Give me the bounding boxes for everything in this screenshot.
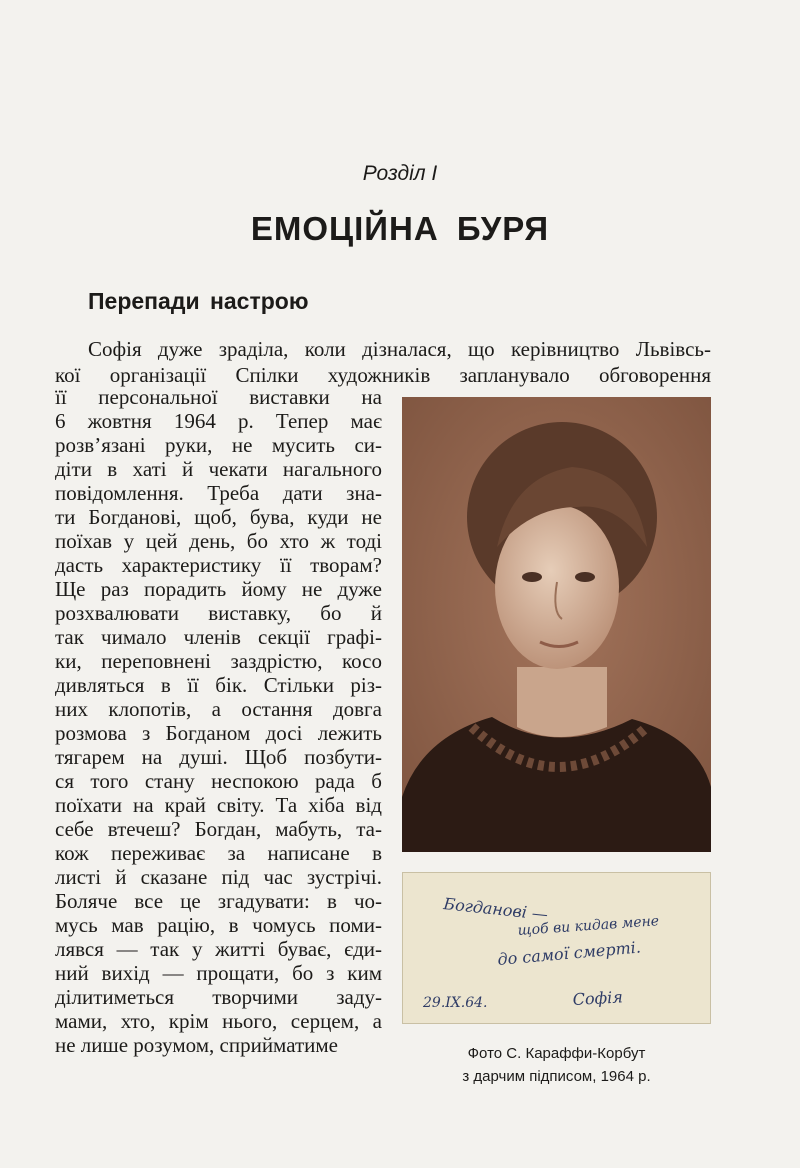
chapter-label: Розділ І [362, 162, 438, 185]
body-line: ділитиметься творчими заду- [55, 985, 382, 1009]
body-line: ний вихід — прощати, бо з ким [55, 961, 382, 985]
body-line: мусь мав рацію, в чомусь поми- [55, 913, 382, 937]
body-line: себе втечеш? Богдан, мабуть, та- [55, 817, 382, 841]
body-line: розв’язані руки, не мусить си- [55, 433, 382, 457]
body-line: розмова з Богданом досі лежить [55, 721, 382, 745]
chapter-title: ЕМОЦІЙНА БУРЯ [250, 210, 550, 247]
portrait-image [402, 397, 711, 852]
body-line: листі й сказане під час зустрічі. [55, 865, 382, 889]
photo-caption-line-1: Фото С. Караффи-Корбут [467, 1045, 646, 1062]
svg-text:Софія: Софія [572, 987, 624, 1009]
svg-text:29.IX.64.: 29.IX.64. [423, 995, 488, 1011]
body-line: мами, хто, крім нього, серцем, а [55, 1009, 382, 1033]
body-line: її персональної виставки на [55, 385, 382, 409]
body-line: ся того стану неспокою рада б [55, 769, 382, 793]
dedication-inscription [402, 872, 711, 1024]
body-line: Ще раз порадить йому не дуже [55, 577, 382, 601]
body-line: тягарем на душі. Щоб позбути- [55, 745, 382, 769]
section-title: Перепади настрою [88, 288, 309, 314]
body-line: лявся — так у житті буває, єди- [55, 937, 382, 961]
body-line: кої організації Спілки художників запланувало обговорення [55, 363, 711, 387]
photo-caption-line-2: з дарчим підписом, 1964 р. [462, 1068, 651, 1085]
svg-text:до самої смерті.: до самої смерті. [496, 937, 642, 969]
body-line: ти Богданові, щоб, бува, куди не [55, 505, 382, 529]
body-line: дасть характеристику її творам? [55, 553, 382, 577]
svg-text:Богданові —: Богданові — [442, 894, 549, 924]
body-line: поїхав у цей день, бо хто ж тоді [55, 529, 382, 553]
body-line: повідомлення. Треба дати зна- [55, 481, 382, 505]
svg-text:щоб ви кидав мене: щоб ви кидав мене [517, 913, 660, 939]
body-line: діти в хаті й чекати нагального [55, 457, 382, 481]
body-line: не лише розумом, сприйматиме [55, 1033, 339, 1057]
body-line: кож переживає за написане в [55, 841, 382, 865]
body-line: ки, переповнені заздрістю, косо [55, 649, 382, 673]
handwritten-inscription [403, 873, 710, 1023]
body-line: розхвалювати виставку, бо й [55, 601, 382, 625]
body-line: поїхати на край світу. Та хіба від [55, 793, 382, 817]
body-line: дивляться в її бік. Стільки різ- [55, 673, 382, 697]
body-line: так чимало членів секції графі- [55, 625, 382, 649]
body-line: них клопотів, а остання довга [55, 697, 382, 721]
body-line: 6 жовтня 1964 р. Тепер має [55, 409, 382, 433]
portrait-photo [402, 397, 711, 852]
body-line: Софія дуже зраділа, коли дізналася, що керівництво Львівсь- [88, 337, 711, 361]
body-line: Боляче все це згадувати: в чо- [55, 889, 382, 913]
